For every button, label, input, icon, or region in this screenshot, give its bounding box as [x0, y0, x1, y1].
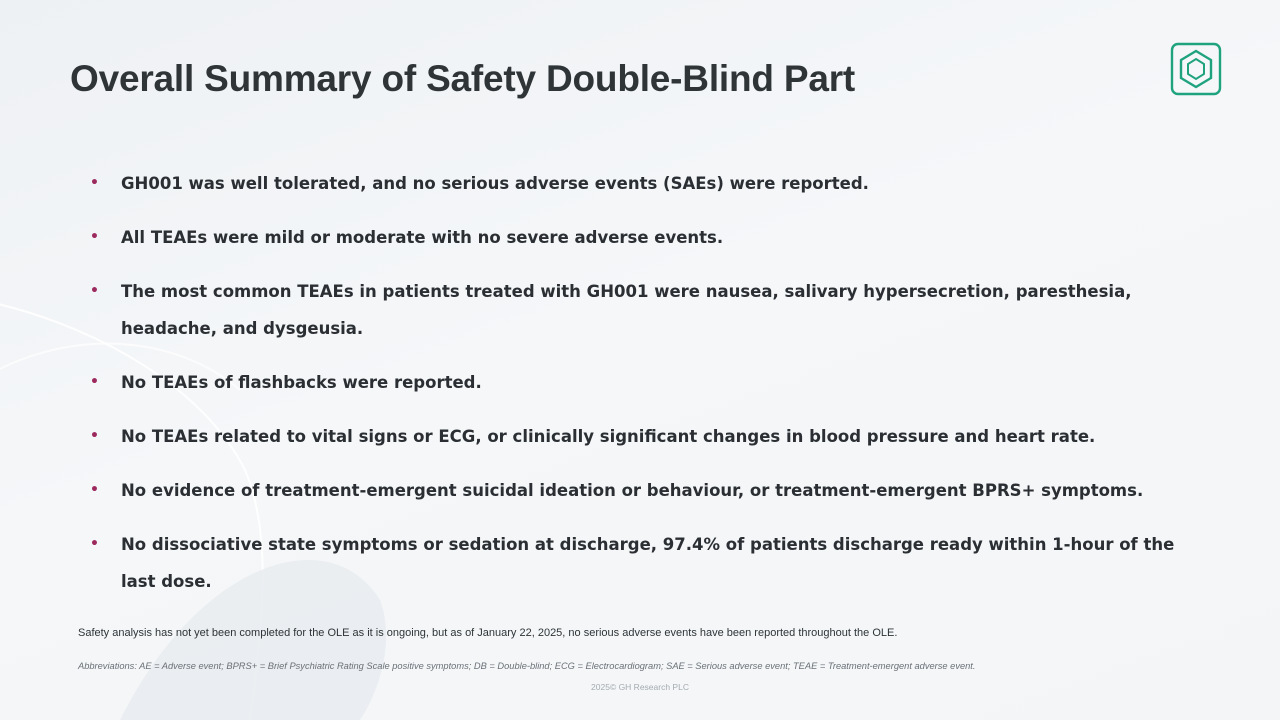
abbreviations-footnote: Abbreviations: AE = Adverse event; BPRS+ = Brief Psychiatric Rating Scale positive symptoms; DB = Double-blind; ECG = Electrocardiogram; SAE = Serious adverse event; TEAE = Treatment-emergent adverse event. — [78, 661, 976, 671]
bullet-item — [90, 418, 1190, 455]
bullet-item — [90, 273, 1190, 347]
bullet-marker: • — [90, 229, 99, 245]
gh-research-logo-icon — [1170, 42, 1222, 96]
bullet-text: No TEAEs related to vital signs or ECG, or clinically significant changes in blood pressure and heart rate. — [121, 427, 1096, 446]
bullet-text: GH001 was well tolerated, and no serious adverse events (SAEs) were reported. — [121, 174, 869, 193]
bullet-text: No evidence of treatment-emergent suicidal ideation or behaviour, or treatment-emergent BPRS+ symptoms. — [121, 481, 1144, 500]
bullet-item — [90, 472, 1190, 509]
bullet-item — [90, 165, 1190, 202]
bullet-item — [90, 364, 1190, 401]
bullet-marker: • — [90, 374, 99, 390]
bullet-marker: • — [90, 283, 99, 299]
bullet-text: All TEAEs were mild or moderate with no severe adverse events. — [121, 228, 724, 247]
bullet-list — [90, 165, 1190, 617]
bullet-text: No TEAEs of flashbacks were reported. — [121, 373, 482, 392]
copyright-footer: 2025© GH Research PLC — [591, 682, 689, 692]
bullet-marker: • — [90, 175, 99, 191]
bullet-marker: • — [90, 536, 99, 552]
bullet-text: No dissociative state symptoms or sedation at discharge, 97.4% of patients discharge ready within 1-hour of the last dose. — [121, 535, 1175, 591]
bullet-marker: • — [90, 482, 99, 498]
bullet-item — [90, 219, 1190, 256]
safety-note: Safety analysis has not yet been completed for the OLE as it is ongoing, but as of January 22, 2025, no serious adverse events have been reported throughout the OLE. — [78, 627, 898, 639]
bullet-text: The most common TEAEs in patients treated with GH001 were nausea, salivary hypersecretion, paresthesia, headache, and dysgeusia. — [121, 282, 1132, 338]
page-title: Overall Summary of Safety Double-Blind Part — [70, 58, 856, 99]
bullet-item — [90, 526, 1190, 600]
bullet-marker: • — [90, 428, 99, 444]
